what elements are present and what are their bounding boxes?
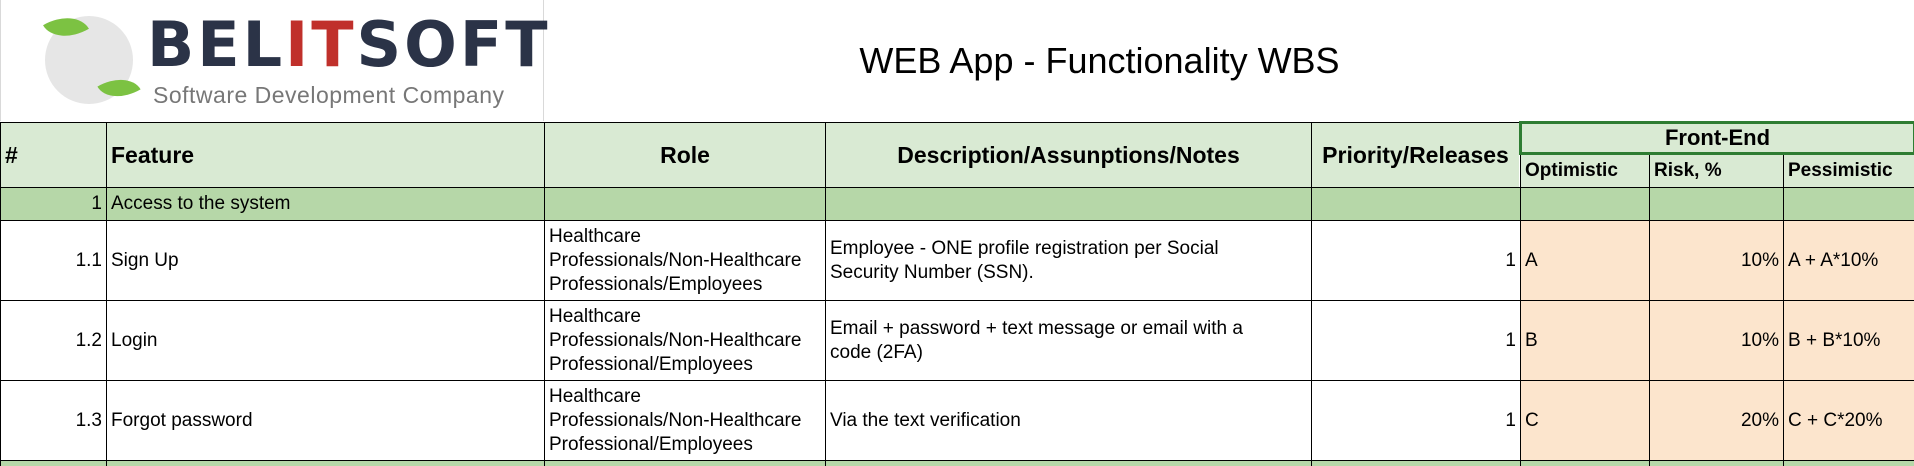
cell[interactable] [1312,188,1521,221]
header-description[interactable]: Description/Assunptions/Notes [826,123,1312,188]
row-feature[interactable]: Forgot password [107,381,545,461]
header-num[interactable]: # [1,123,107,188]
cell[interactable] [545,188,826,221]
role-line: Professional/Employees [549,353,753,375]
row-priority[interactable]: 1 [1312,301,1521,381]
header-role[interactable]: Role [545,123,826,188]
row-num[interactable]: 1.1 [1,221,107,301]
role-line: Healthcare [549,225,641,247]
row-feature[interactable]: Login [107,301,545,381]
row-description[interactable] [826,381,1312,461]
row-optimistic[interactable]: A [1521,221,1650,301]
header-front-end[interactable]: Front-End [1521,123,1914,154]
description-line: Employee - ONE profile registration per Social [830,237,1219,259]
description-line: code (2FA) [830,341,923,363]
description-line: Security Number (SSN). [830,261,1034,283]
role-line: Professionals/Employees [549,273,763,295]
table-row [1,301,1914,381]
cell[interactable] [1784,461,1914,466]
logo-cell [0,0,551,121]
cell[interactable] [1312,461,1521,466]
table-row [1,221,1914,301]
cell[interactable] [1650,461,1784,466]
row-risk[interactable]: 20% [1650,381,1784,461]
row-role[interactable] [545,221,826,301]
role-line: Healthcare [549,385,641,407]
cell[interactable] [826,461,1312,466]
role-line: Professional/Employees [549,433,753,455]
cell[interactable] [1,461,107,466]
role-line: Professionals/Non-Healthcare [549,329,802,351]
row-pessimistic[interactable]: A + A*10% [1784,221,1914,301]
section-row [1,188,1914,221]
next-section-row [1,461,1914,466]
cell[interactable] [107,461,545,466]
role-line: Professionals/Non-Healthcare [549,249,802,271]
table-row [1,381,1914,461]
row-role[interactable] [545,301,826,381]
row-role[interactable] [545,381,826,461]
row-pessimistic[interactable]: B + B*10% [1784,301,1914,381]
brand-tagline: Software Development Company [153,82,505,108]
header-feature[interactable]: Feature [107,123,545,188]
role-line: Professionals/Non-Healthcare [549,409,802,431]
row-feature[interactable]: Sign Up [107,221,545,301]
header-priority[interactable]: Priority/Releases [1312,123,1521,188]
row-num[interactable]: 1.3 [1,381,107,461]
row-optimistic[interactable]: C [1521,381,1650,461]
section-name[interactable]: Access to the system [107,188,545,221]
cell[interactable] [545,461,826,466]
row-risk[interactable]: 10% [1650,221,1784,301]
row-num[interactable]: 1.2 [1,301,107,381]
cell[interactable] [826,188,1312,221]
description-line: Email + password + text message or email with a [830,317,1243,339]
role-line: Healthcare [549,305,641,327]
row-priority[interactable]: 1 [1312,221,1521,301]
section-num[interactable]: 1 [1,188,107,221]
brand-logo: BELITSOFT [147,8,551,81]
cell[interactable] [1784,188,1914,221]
description-line: Via the text verification [830,409,1021,431]
row-pessimistic[interactable]: C + C*20% [1784,381,1914,461]
header-risk[interactable]: Risk, % [1650,154,1784,188]
header-optimistic[interactable]: Optimistic [1521,154,1650,188]
sheet-title[interactable]: WEB App - Functionality WBS [859,39,1340,81]
cell[interactable] [1650,188,1784,221]
row-risk[interactable]: 10% [1650,301,1784,381]
cell[interactable] [1521,461,1650,466]
row-description[interactable] [826,221,1312,301]
row-description[interactable] [826,301,1312,381]
row-optimistic[interactable]: B [1521,301,1650,381]
wbs-table [0,121,1914,466]
header-pessimistic[interactable]: Pessimistic [1784,154,1914,188]
row-priority[interactable]: 1 [1312,381,1521,461]
cell[interactable] [1521,188,1650,221]
